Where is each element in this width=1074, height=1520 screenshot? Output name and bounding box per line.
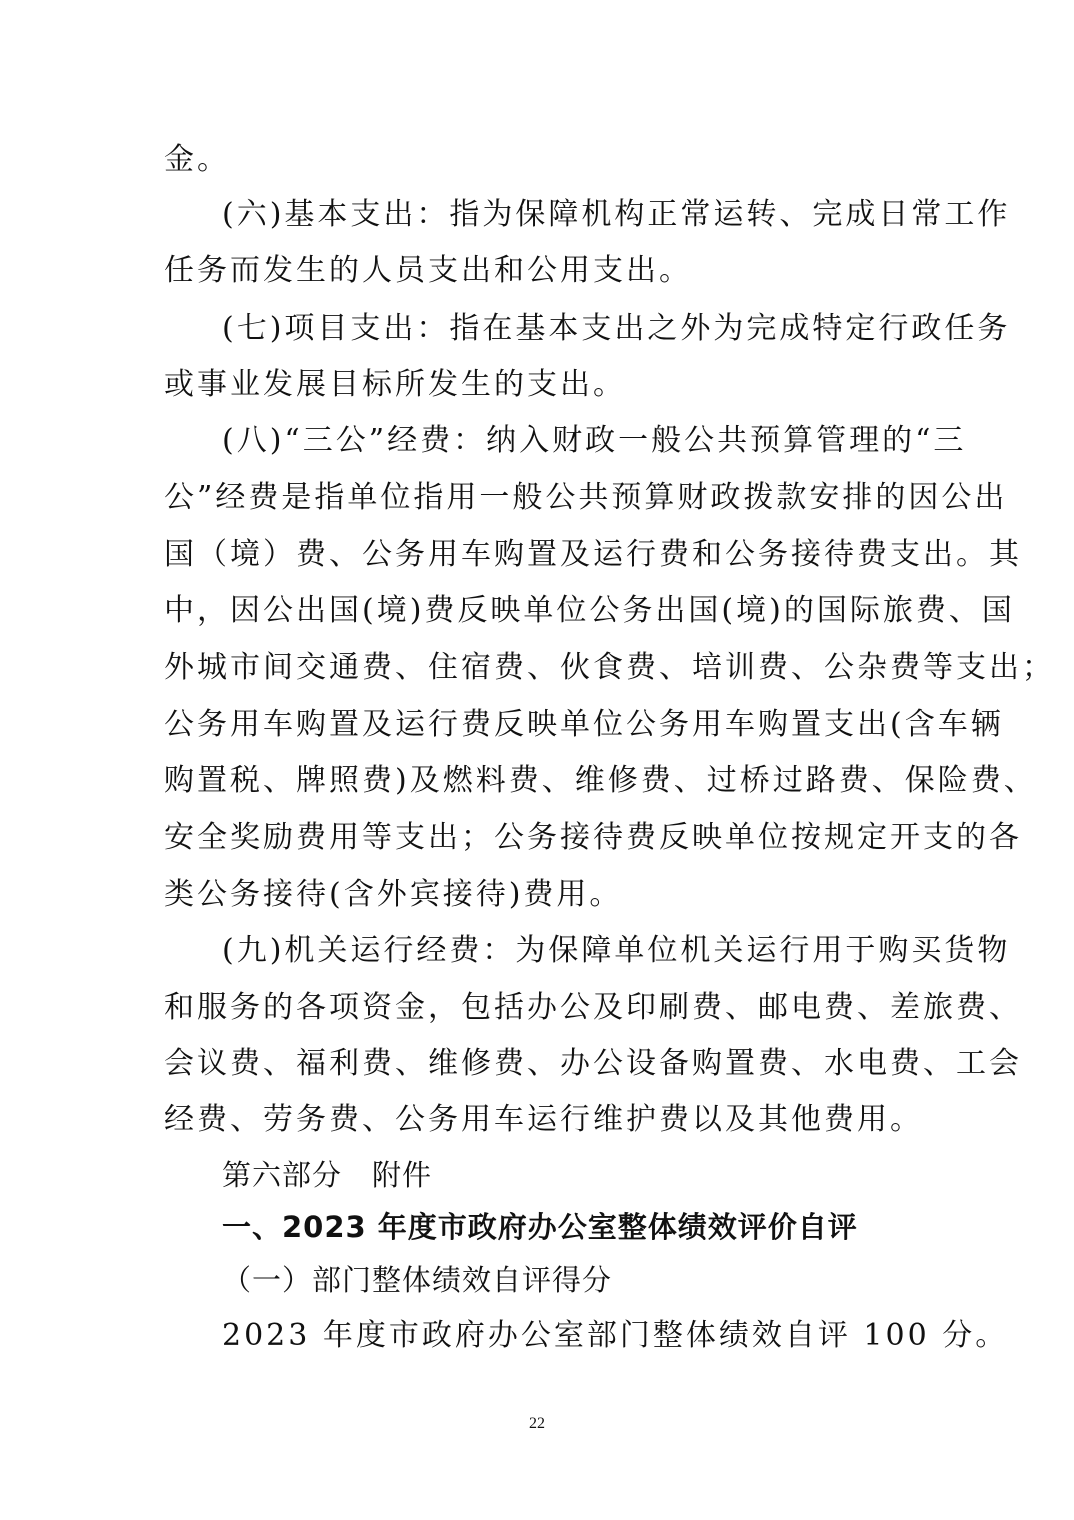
page-number: 22 — [529, 1415, 545, 1432]
paragraph-line: 中，因公出国(境)费反映单位公务出国(境)的国际旅费、国 — [164, 593, 1015, 628]
score-text: 2023 年度市政府办公室部门整体绩效自评 100 分。 — [222, 1318, 1009, 1353]
paragraph-line: 和服务的各项资金，包括办公及印刷费、邮电费、差旅费、 — [164, 990, 1022, 1025]
paragraph-line: 外城市间交通费、住宿费、伙食费、培训费、公杂费等支出； — [164, 650, 1055, 685]
paragraph-line: 或事业发展目标所发生的支出。 — [164, 367, 626, 402]
paragraph-line: 任务而发生的人员支出和公用支出。 — [164, 253, 692, 288]
paragraph-line: 经费、劳务费、公务用车运行维护费以及其他费用。 — [164, 1102, 923, 1137]
section-title: 第六部分 附件 — [222, 1158, 433, 1192]
paragraph-line: (七)项目支出：指在基本支出之外为完成特定行政任务 — [222, 311, 1011, 346]
paragraph-line: (六)基本支出：指为保障机构正常运转、完成日常工作 — [222, 197, 1011, 232]
paragraph-line: 公”经费是指单位指用一般公共预算财政拨款安排的因公出 — [164, 480, 1008, 515]
paragraph-line: 公务用车购置及运行费反映单位公务用车购置支出(含车辆 — [164, 707, 1004, 742]
paragraph-line: 金。 — [164, 142, 230, 177]
paragraph-line: 购置税、牌照费)及燃料费、维修费、过桥过路费、保险费、 — [164, 763, 1037, 798]
paragraph-line: 会议费、福利费、维修费、办公设备购置费、水电费、工会 — [164, 1046, 1022, 1081]
paragraph-line: 国（境）费、公务用车购置及运行费和公务接待费支出。其 — [164, 537, 1022, 572]
sub-subsection-title: （一）部门整体绩效自评得分 — [222, 1263, 613, 1297]
paragraph-line: (八)“三公”经费：纳入财政一般公共预算管理的“三 — [222, 423, 967, 458]
paragraph-line: (九)机关运行经费：为保障单位机关运行用于购买货物 — [222, 933, 1011, 968]
subsection-title: 一、2023 年度市政府办公室整体绩效评价自评 — [222, 1210, 858, 1244]
paragraph-line: 安全奖励费用等支出；公务接待费反映单位按规定开支的各 — [164, 820, 1022, 855]
paragraph-line: 类公务接待(含外宾接待)费用。 — [164, 877, 623, 912]
